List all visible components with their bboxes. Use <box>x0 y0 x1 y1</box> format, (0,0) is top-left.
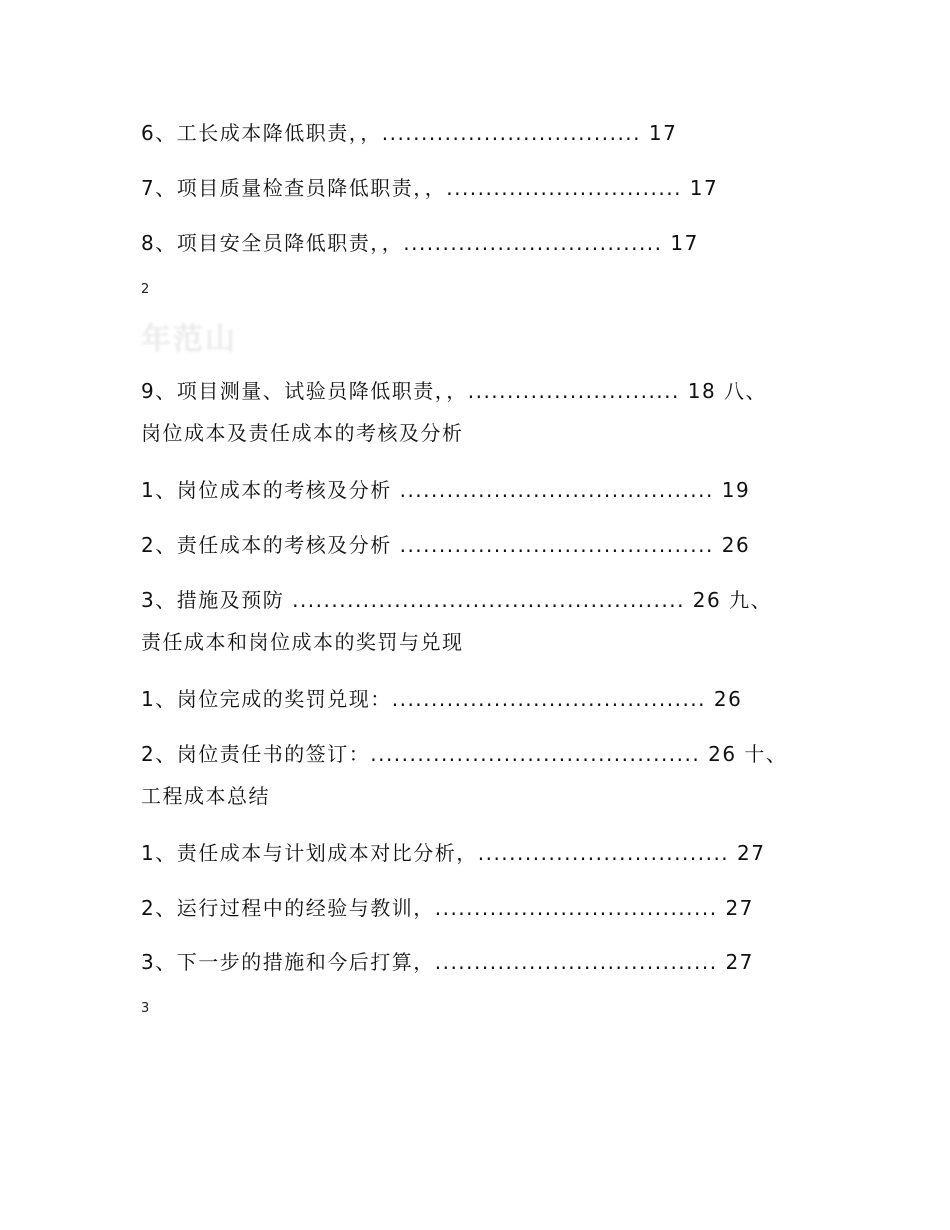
page-number: 3 <box>141 1001 150 1016</box>
toc-line: 责任成本和岗位成本的奖罚与兑现 <box>141 630 464 654</box>
toc-line: 2、责任成本的考核及分析 ........................................ 26 <box>141 533 751 557</box>
toc-line: 3、下一步的措施和今后打算，.................................... 27 <box>141 950 754 974</box>
toc-line: 7、项目质量检查员降低职责，，.............................. 17 <box>141 176 719 200</box>
toc-line: 1、岗位完成的奖罚兑现：........................................ 26 <box>141 687 743 711</box>
toc-line: 9、项目测量、试验员降低职责，，........................... 18 八、 <box>141 379 768 403</box>
toc-line: 2、岗位责任书的签订：.......................................... 26 十、 <box>141 742 788 766</box>
toc-line: 1、责任成本与计划成本对比分析，................................ 27 <box>141 841 766 865</box>
page-number: 2 <box>141 282 150 297</box>
toc-line: 3、措施及预防 .................................................. 26 九、 <box>141 588 773 612</box>
toc-line: 岗位成本及责任成本的考核及分析 <box>141 421 464 445</box>
toc-line: 2、运行过程中的经验与教训，.................................... 27 <box>141 896 754 920</box>
faded-watermark: 年范山 <box>141 322 237 357</box>
toc-line: 8、项目安全员降低职责，，................................. 17 <box>141 231 699 255</box>
toc-line: 1、岗位成本的考核及分析 ........................................ 19 <box>141 478 751 502</box>
toc-line: 6、工长成本降低职责，，................................. 17 <box>141 121 678 145</box>
toc-line: 工程成本总结 <box>141 784 270 808</box>
